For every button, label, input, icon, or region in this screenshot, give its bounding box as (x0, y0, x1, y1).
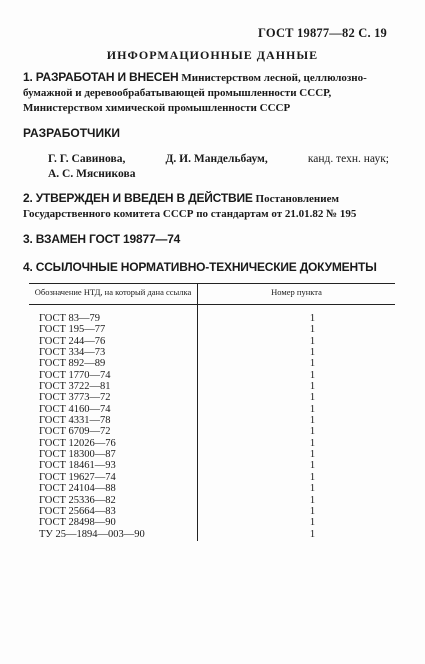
section-2-heading: 2. УТВЕРЖДЕН И ВВЕДЕН В ДЕЙСТВИЕ (23, 191, 253, 205)
section-2-body: Постановлением Государственного комитета СССР по стандартам от 21.01.82 № 195 (23, 193, 357, 220)
section-3-heading: 3. ВЗАМЕН ГОСТ 19877—74 (23, 232, 181, 246)
point-cell: 1 (198, 495, 396, 506)
table-row (29, 324, 395, 335)
column-header-document: Обозначение НТД, на который дана ссылка (29, 284, 198, 305)
document-cell: ГОСТ 195—77 (39, 324, 106, 336)
developer-name: Д. И. Мандельбаум, (165, 153, 268, 165)
page-header: ГОСТ 19877—82 С. 19 (258, 26, 387, 40)
document-cell: ГОСТ 3773—72 (39, 392, 111, 404)
point-cell: 1 (198, 370, 396, 381)
table-row (29, 347, 395, 358)
table-row (29, 313, 395, 324)
table-row (29, 404, 395, 415)
point-cell: 1 (198, 313, 396, 324)
point-cell: 1 (198, 324, 396, 335)
document-cell: ГОСТ 892—89 (39, 358, 106, 370)
table-row (29, 381, 395, 392)
point-cell: 1 (198, 381, 396, 392)
point-cell: 1 (198, 438, 396, 449)
point-cell: 1 (198, 426, 396, 437)
table-row (29, 483, 395, 494)
developers-heading: РАЗРАБОТЧИКИ (23, 126, 121, 140)
table-row (29, 529, 395, 541)
table-row (29, 460, 395, 471)
table-row (29, 415, 395, 426)
table-row (29, 495, 395, 506)
point-cell: 1 (198, 483, 396, 494)
section-1-heading: 1. РАЗРАБОТАН И ВНЕСЕН (23, 70, 179, 84)
document-cell: ГОСТ 244—76 (39, 335, 106, 347)
point-cell: 1 (198, 392, 396, 403)
table-row (29, 438, 395, 449)
point-cell: 1 (198, 347, 396, 358)
document-cell: ГОСТ 19627—74 (39, 471, 116, 483)
point-cell: 1 (198, 358, 396, 369)
point-cell: 1 (198, 506, 396, 517)
document-cell: ГОСТ 4331—78 (39, 415, 111, 427)
document-cell: ГОСТ 1770—74 (39, 369, 111, 381)
page-title: ИНФОРМАЦИОННЫЕ ДАННЫЕ (106, 48, 319, 62)
references-table (29, 283, 395, 541)
section-3 (23, 232, 395, 248)
table-row (29, 358, 395, 369)
section-4-heading: 4. ССЫЛОЧНЫЕ НОРМАТИВНО-ТЕХНИЧЕСКИЕ ДОКУМЕНТЫ (23, 260, 377, 274)
point-cell: 1 (198, 449, 396, 460)
table-row (29, 506, 395, 517)
document-cell: ГОСТ 28498—90 (39, 517, 116, 529)
point-cell: 1 (198, 415, 396, 426)
point-cell: 1 (198, 404, 396, 415)
document-cell: ГОСТ 3722—81 (39, 381, 111, 393)
table-row (29, 392, 395, 403)
document-cell: ГОСТ 12026—76 (39, 437, 116, 449)
document-cell: ГОСТ 18461—93 (39, 460, 116, 472)
table-row (29, 336, 395, 347)
table-row (29, 517, 395, 528)
developer-name: А. С. Мясникова (48, 168, 136, 180)
document-cell: ГОСТ 334—73 (39, 347, 106, 359)
document-cell: ГОСТ 25664—83 (39, 505, 116, 517)
table-row (29, 370, 395, 381)
document-cell: ГОСТ 18300—87 (39, 449, 116, 461)
document-cell: ГОСТ 6709—72 (39, 426, 111, 438)
document-cell: ГОСТ 24104—88 (39, 483, 116, 495)
table-row (29, 449, 395, 460)
document-cell: ГОСТ 83—79 (39, 313, 101, 324)
document-cell: ТУ 25—1894—003—90 (39, 528, 145, 540)
section-4 (23, 260, 395, 276)
developer-degree: канд. техн. наук; (307, 153, 389, 165)
section-1 (23, 70, 395, 116)
developer-name: Г. Г. Савинова, (48, 153, 126, 165)
column-header-point: Номер пункта (198, 284, 396, 305)
table-row (29, 472, 395, 483)
developers-list (48, 152, 389, 182)
section-2 (23, 191, 395, 222)
document-cell: ГОСТ 25336—82 (39, 494, 116, 506)
point-cell: 1 (198, 472, 396, 483)
document-cell: ГОСТ 4160—74 (39, 403, 111, 415)
point-cell: 1 (198, 460, 396, 471)
section-1-body: Министерством лесной, целлюлозно-бумажной и деревообрабатывающей промышленности СССР, Министерством химической промышленности СССР (23, 72, 367, 114)
table-row (29, 426, 395, 437)
point-cell: 1 (198, 336, 396, 347)
point-cell: 1 (198, 517, 396, 528)
point-cell: 1 (198, 529, 396, 541)
